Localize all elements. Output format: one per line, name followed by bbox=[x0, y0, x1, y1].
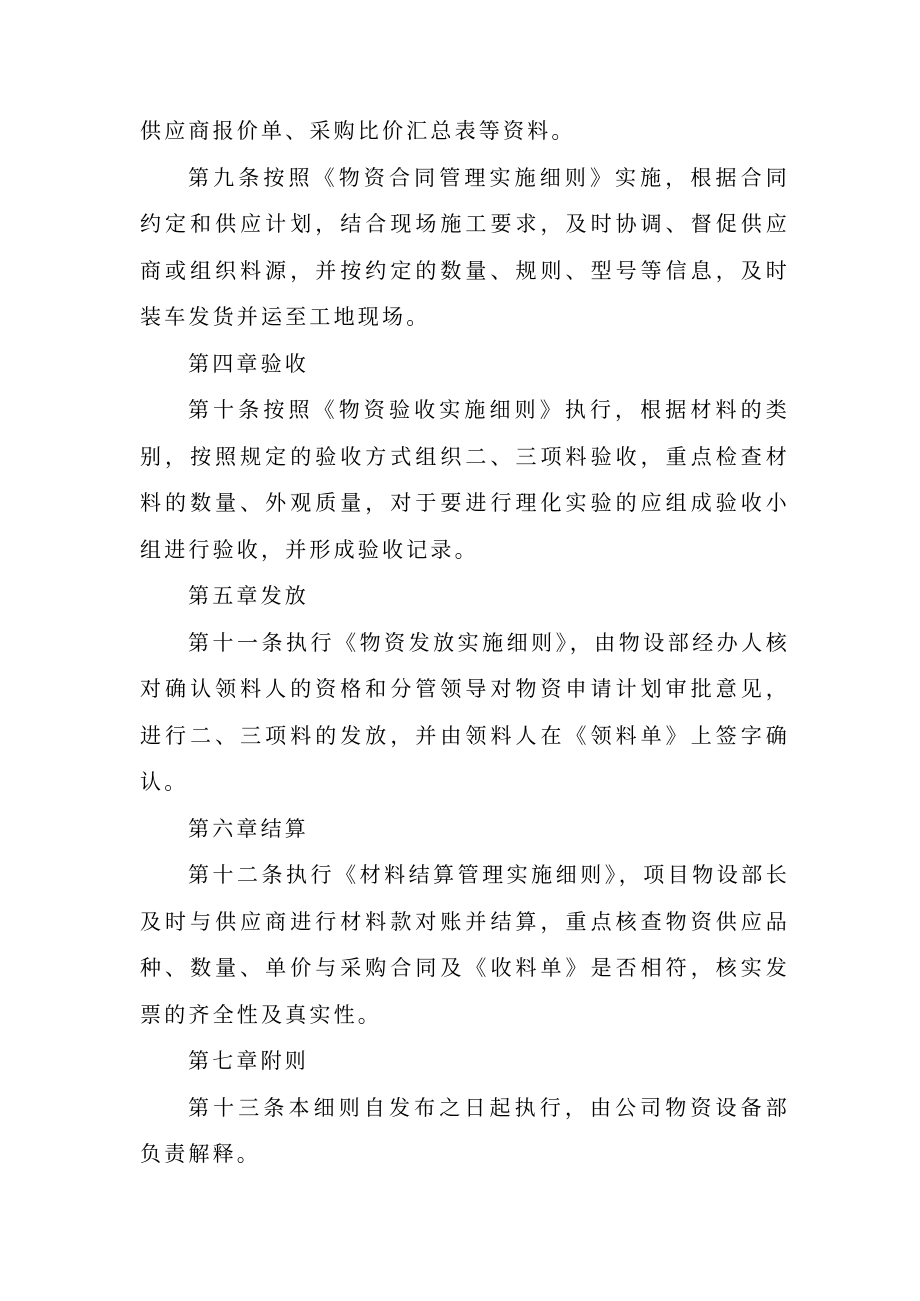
paragraph-article-9: 第九条按照《物资合同管理实施细则》实施，根据合同约定和供应计划，结合现场施工要求，及时协调、督促供应商或组织料源，并按约定的数量、规则、型号等信息，及时装车发货并运至工地现场。 bbox=[140, 165, 790, 329]
paragraph-article-10: 第十条按照《物资验收实施细则》执行，根据材料的类别，按照规定的验收方式组织二、三项料验收，重点检查材料的数量、外观质量，对于要进行理化实验的应组成验收小组进行验收，并形成验收记录。 bbox=[140, 398, 790, 562]
paragraph-article-12: 第十二条执行《材料结算管理实施细则》，项目物设部长及时与供应商进行材料款对账并结算，重点核查物资供应品种、数量、单价与采购合同及《收料单》是否相符，核实发票的齐全性及真实性。 bbox=[140, 863, 790, 1027]
chapter-heading-6: 第六章结算 bbox=[188, 816, 309, 841]
chapter-heading-5: 第五章发放 bbox=[188, 584, 309, 608]
chapter-heading-4: 第四章验收 bbox=[188, 351, 309, 376]
paragraph-continuation: 供应商报价单、采购比价汇总表等资料。 bbox=[140, 119, 576, 143]
paragraph-article-11: 第十一条执行《物资发放实施细则》，由物设部经办人核对确认领料人的资格和分管领导对物资申请计划审批意见，进行二、三项料的发放，并由领料人在《领料单》上签字确认。 bbox=[140, 630, 790, 794]
paragraph-article-13: 第十三条本细则自发布之日起执行，由公司物资设备部负责解释。 bbox=[140, 1095, 790, 1166]
chapter-heading-7: 第七章附则 bbox=[188, 1049, 309, 1073]
